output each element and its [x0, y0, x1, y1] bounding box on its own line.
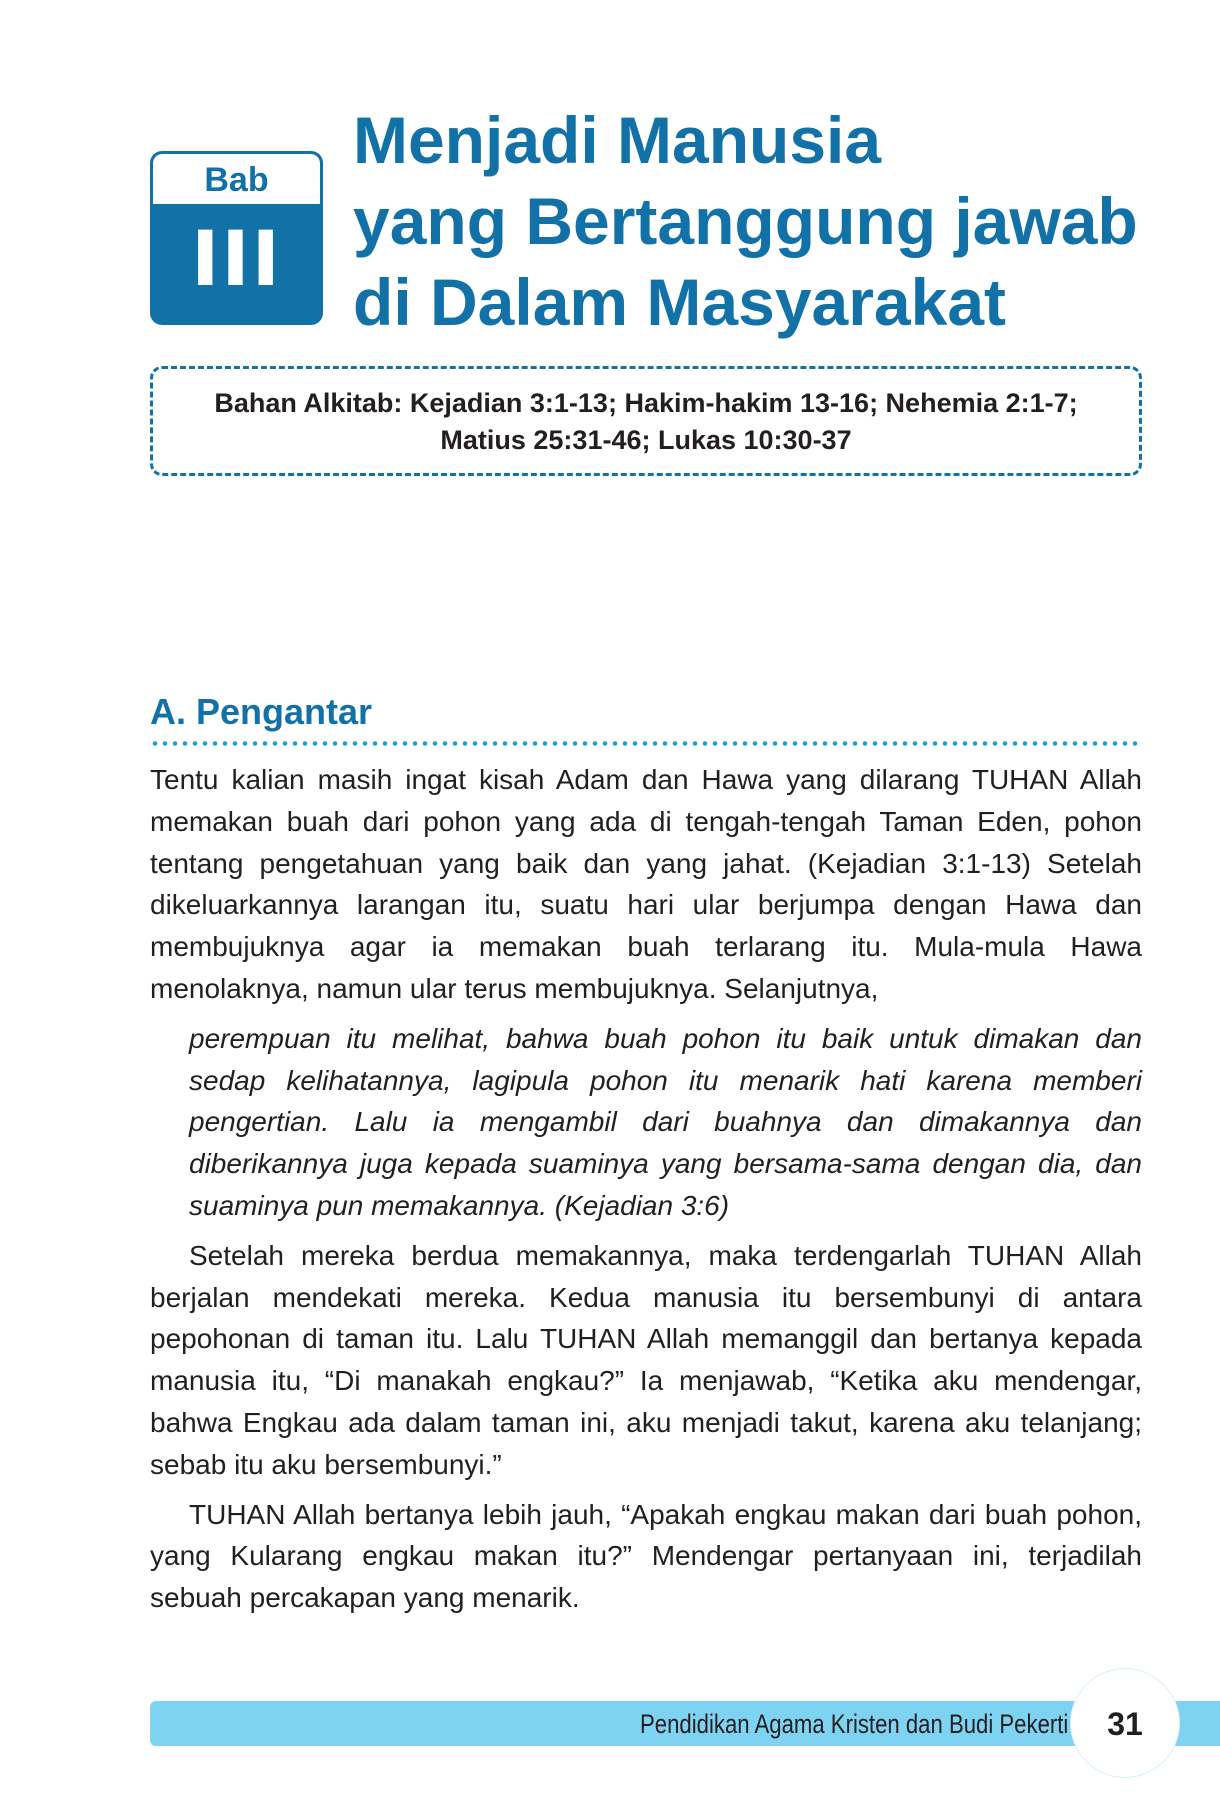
paragraph: TUHAN Allah bertanya lebih jauh, “Apakah engkau makan dari buah pohon, yang Kularang engkau makan itu?” Mendengar pertanyaan ini, terjadilah sebuah percakapan yang menarik.: [150, 1498, 1142, 1614]
chapter-number: III: [191, 214, 282, 303]
page-number: 31: [1107, 1706, 1143, 1742]
body-text: [150, 759, 1142, 1619]
chapter-title-line: yang Bertanggung jawab: [353, 184, 1138, 258]
chapter-label: Bab: [153, 154, 320, 204]
chapter-title-line: Menjadi Manusia: [353, 103, 882, 177]
chapter-badge: [150, 151, 323, 325]
bible-reference-line: Matius 25:31-46; Lukas 10:30-37: [440, 425, 852, 455]
paragraph: Setelah mereka berdua memakannya, maka terdengarlah TUHAN Allah berjalan mendekati mereka. Kedua manusia itu bersembunyi di antara pepohonan di taman itu. Lalu TUHAN Allah memanggil dan bertanya kepada manusia itu, “Di manakah engkau?” Ia menjawab, “Ketika aku mendengar, bahwa Engkau ada dalam taman ini, aku menjadi takut, karena aku telanjang; sebab itu aku bersembunyi.”: [150, 1239, 1142, 1480]
section-title: A. Pengantar: [150, 691, 373, 732]
dotted-divider: [150, 740, 1143, 747]
book-title: Pendidikan Agama Kristen dan Budi Pekerti: [639, 1709, 1068, 1739]
scripture-quote: perempuan itu melihat, bahwa buah pohon itu baik untuk dimakan dan sedap kelihatannya, lagipula pohon itu menarik hati karena memberi pengertian. Lalu ia mengambil dari buahnya dan dimakannya dan diberikannya juga kepada suaminya yang bersama-sama dengan dia, dan suaminya pun memakannya. (Kejadian 3:6): [189, 1022, 1142, 1221]
bible-reference-box: [150, 366, 1142, 476]
chapter-title-line: di Dalam Masyarakat: [353, 265, 1007, 339]
bible-reference-line: Bahan Alkitab: Kejadian 3:1-13; Hakim-hakim 13-16; Nehemia 2:1-7;: [214, 388, 1078, 418]
paragraph-intro: Tentu kalian masih ingat kisah Adam dan Hawa yang dilarang TUHAN Allah memakan buah dari pohon yang ada di tengah-tengah Taman Eden, pohon tentang pengetahuan yang baik dan yang jahat. (Kejadian 3:1-13) Setelah dikeluarkannya larangan itu, suatu hari ular berjumpa dengan Hawa dan membujuknya agar ia memakan buah terlarang itu. Mula-mula Hawa menolaknya, namun ular terus membujuknya. Selanjutnya,: [150, 764, 1142, 1004]
chapter-title: [353, 100, 1193, 343]
